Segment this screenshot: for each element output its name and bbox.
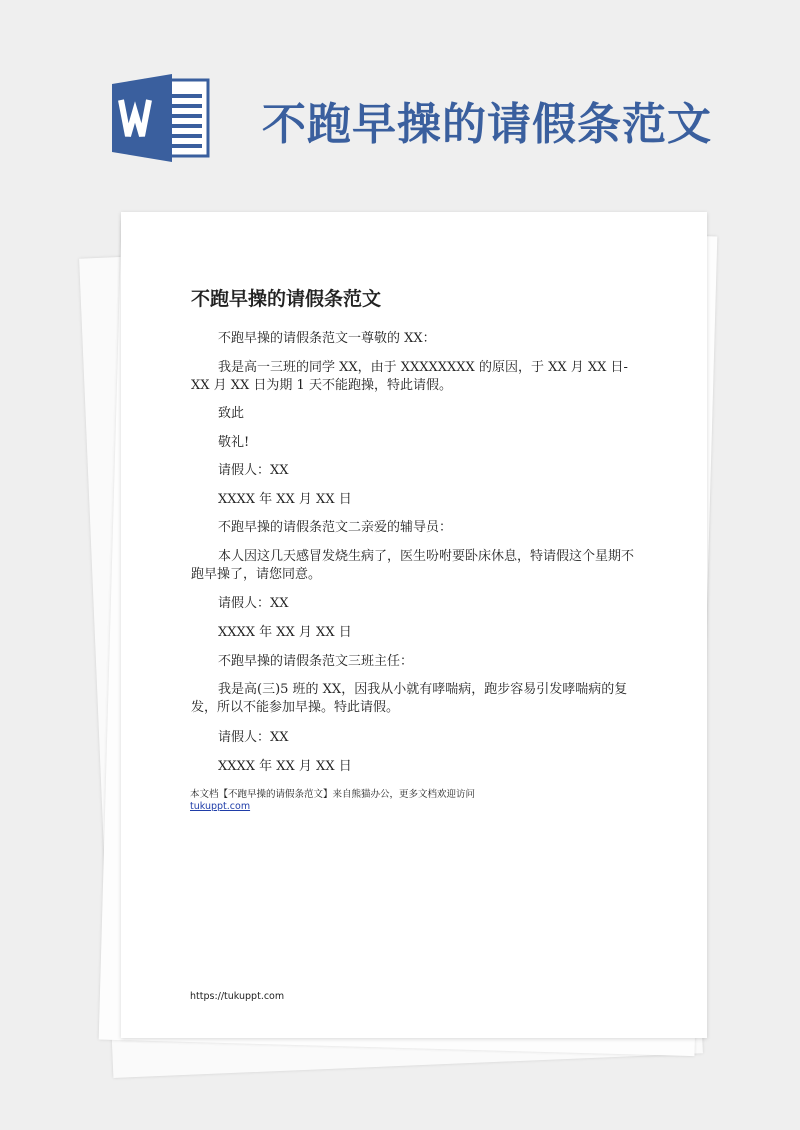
document-page — [121, 212, 707, 1038]
source-link[interactable]: tukuppt.com — [190, 801, 251, 812]
paragraph-greeting-3: 不跑早操的请假条范文三班主任： — [218, 654, 414, 669]
word-document-icon — [112, 74, 212, 162]
paragraph-signer-1: 请假人：XX — [218, 463, 289, 478]
paragraph-body-1: 我是高一三班的同学 XX，由于 XXXXXXXX 的原因，于 XX 月 XX 日-XX 月 XX 日为期 1 天不能跑操，特此请假。 — [191, 360, 628, 393]
source-note: 本文档【不跑早操的请假条范文】来自熊猫办公，更多文档欢迎访问 — [190, 789, 476, 800]
banner — [0, 0, 800, 200]
paragraph-salute: 敬礼! — [218, 435, 250, 450]
paragraph-greeting-1: 不跑早操的请假条范文一尊敬的 XX： — [218, 331, 436, 346]
paragraph-date-2: XXXX 年 XX 月 XX 日 — [218, 625, 352, 640]
paragraph-closing: 致此 — [218, 406, 245, 421]
banner-title: 不跑早操的请假条范文 — [262, 99, 712, 150]
paragraph-date-3: XXXX 年 XX 月 XX 日 — [218, 759, 352, 774]
page-url: https://tukuppt.com — [190, 991, 285, 1002]
paragraph-date-1: XXXX 年 XX 月 XX 日 — [218, 492, 352, 507]
paragraph-body-3: 我是高(三)5 班的 XX，因我从小就有哮喘病，跑步容易引发哮喘病的复发，所以不能参加早操。特此请假。 — [191, 682, 628, 715]
paragraph-greeting-2: 不跑早操的请假条范文二亲爱的辅导员： — [218, 520, 453, 535]
document-title: 不跑早操的请假条范文 — [191, 288, 382, 310]
paragraph-body-2: 本人因这几天感冒发烧生病了，医生吩咐要卧床休息，特请假这个星期不跑早操了，请您同意。 — [191, 549, 635, 582]
paragraph-signer-3: 请假人：XX — [218, 730, 289, 745]
paragraph-signer-2: 请假人：XX — [218, 596, 289, 611]
